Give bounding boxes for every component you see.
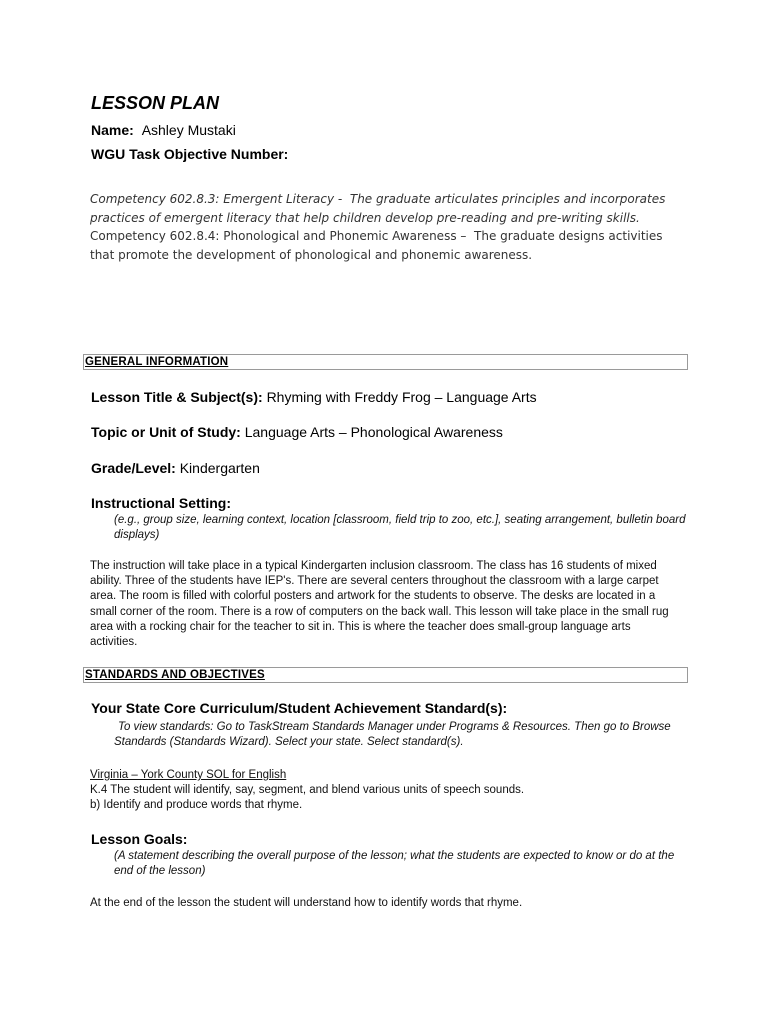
grade-value: Kindergarten [179, 460, 260, 476]
standards-heading: Your State Core Curriculum/Student Achievement Standard(s): [91, 700, 508, 716]
name-label: Name: [91, 122, 134, 138]
lesson-goals-heading: Lesson Goals: [91, 831, 188, 847]
lesson-title-value: Rhyming with Freddy Frog – Language Arts [266, 389, 537, 405]
grade-label: Grade/Level: [91, 460, 176, 476]
lesson-title-label: Lesson Title & Subject(s): [91, 389, 263, 405]
standards-source: Virginia – York County SOL for English [90, 769, 287, 781]
competency-2-body: The graduate designs activities that promote the development of phonological and phonemic awareness. [90, 229, 663, 262]
lesson-goals-text: At the end of the lesson the student will understand how to identify words that rhyme. [90, 897, 523, 909]
grade-line [91, 460, 260, 476]
competency-1-body: The graduate articulates principles and incorporates practices of emergent literacy that help children develop pre-reading and pre-writing skills. [90, 192, 666, 225]
name-line [91, 122, 236, 138]
standard-k4: K.4 The student will identify, say, segment, and blend various units of speech sounds. [90, 784, 525, 796]
competency-1-prefix: Competency 602.8.3: Emergent Literacy - [90, 192, 343, 206]
topic-line [91, 424, 503, 440]
instructional-setting-hint: (e.g., group size, learning context, location [classroom, field trip to zoo, etc.], seating arrangement, bulletin board displays) [114, 514, 686, 541]
competency-block [90, 190, 680, 264]
section-standards-label: STANDARDS AND OBJECTIVES [85, 669, 265, 681]
instructional-setting-heading: Instructional Setting: [91, 495, 231, 511]
document-title: LESSON PLAN [91, 93, 220, 113]
section-header-standards [83, 667, 688, 683]
competency-1 [90, 190, 680, 227]
name-value: Ashley Mustaki [141, 122, 236, 138]
objective-number-label: WGU Task Objective Number: [91, 146, 289, 162]
section-header-general [83, 354, 688, 370]
topic-label: Topic or Unit of Study: [91, 424, 241, 440]
lesson-title-line [91, 389, 537, 405]
competency-2-prefix: Competency 602.8.4: Phonological and Phonemic Awareness – [90, 229, 467, 243]
section-general-label: GENERAL INFORMATION [85, 356, 229, 368]
lesson-goals-hint: (A statement describing the overall purpose of the lesson; what the students are expected to know or do at the end of the lesson) [114, 850, 675, 877]
instructional-setting-text: The instruction will take place in a typical Kindergarten inclusion classroom. The class has 16 students of mixed ability. Three of the students have IEP's. There are several centers throughout the classroom with a large carpet area. The room is filled with colorful posters and artwork for the students to observe. The desks are located in a small corner of the room. There is a row of computers on the back wall. This lesson will take place in the small rug area with a rocking chair for the teacher to sit in. This is where the teacher does small-group language arts activities. [90, 560, 669, 649]
standards-hint: To view standards: Go to TaskStream Standards Manager under Programs & Resources. Then go to Browse Standards (Standards Wizard). Select your state. Select standard(s). [114, 721, 671, 748]
standard-k4-b: b) Identify and produce words that rhyme. [90, 799, 303, 811]
competency-2 [90, 227, 680, 264]
topic-value: Language Arts – Phonological Awareness [244, 424, 503, 440]
